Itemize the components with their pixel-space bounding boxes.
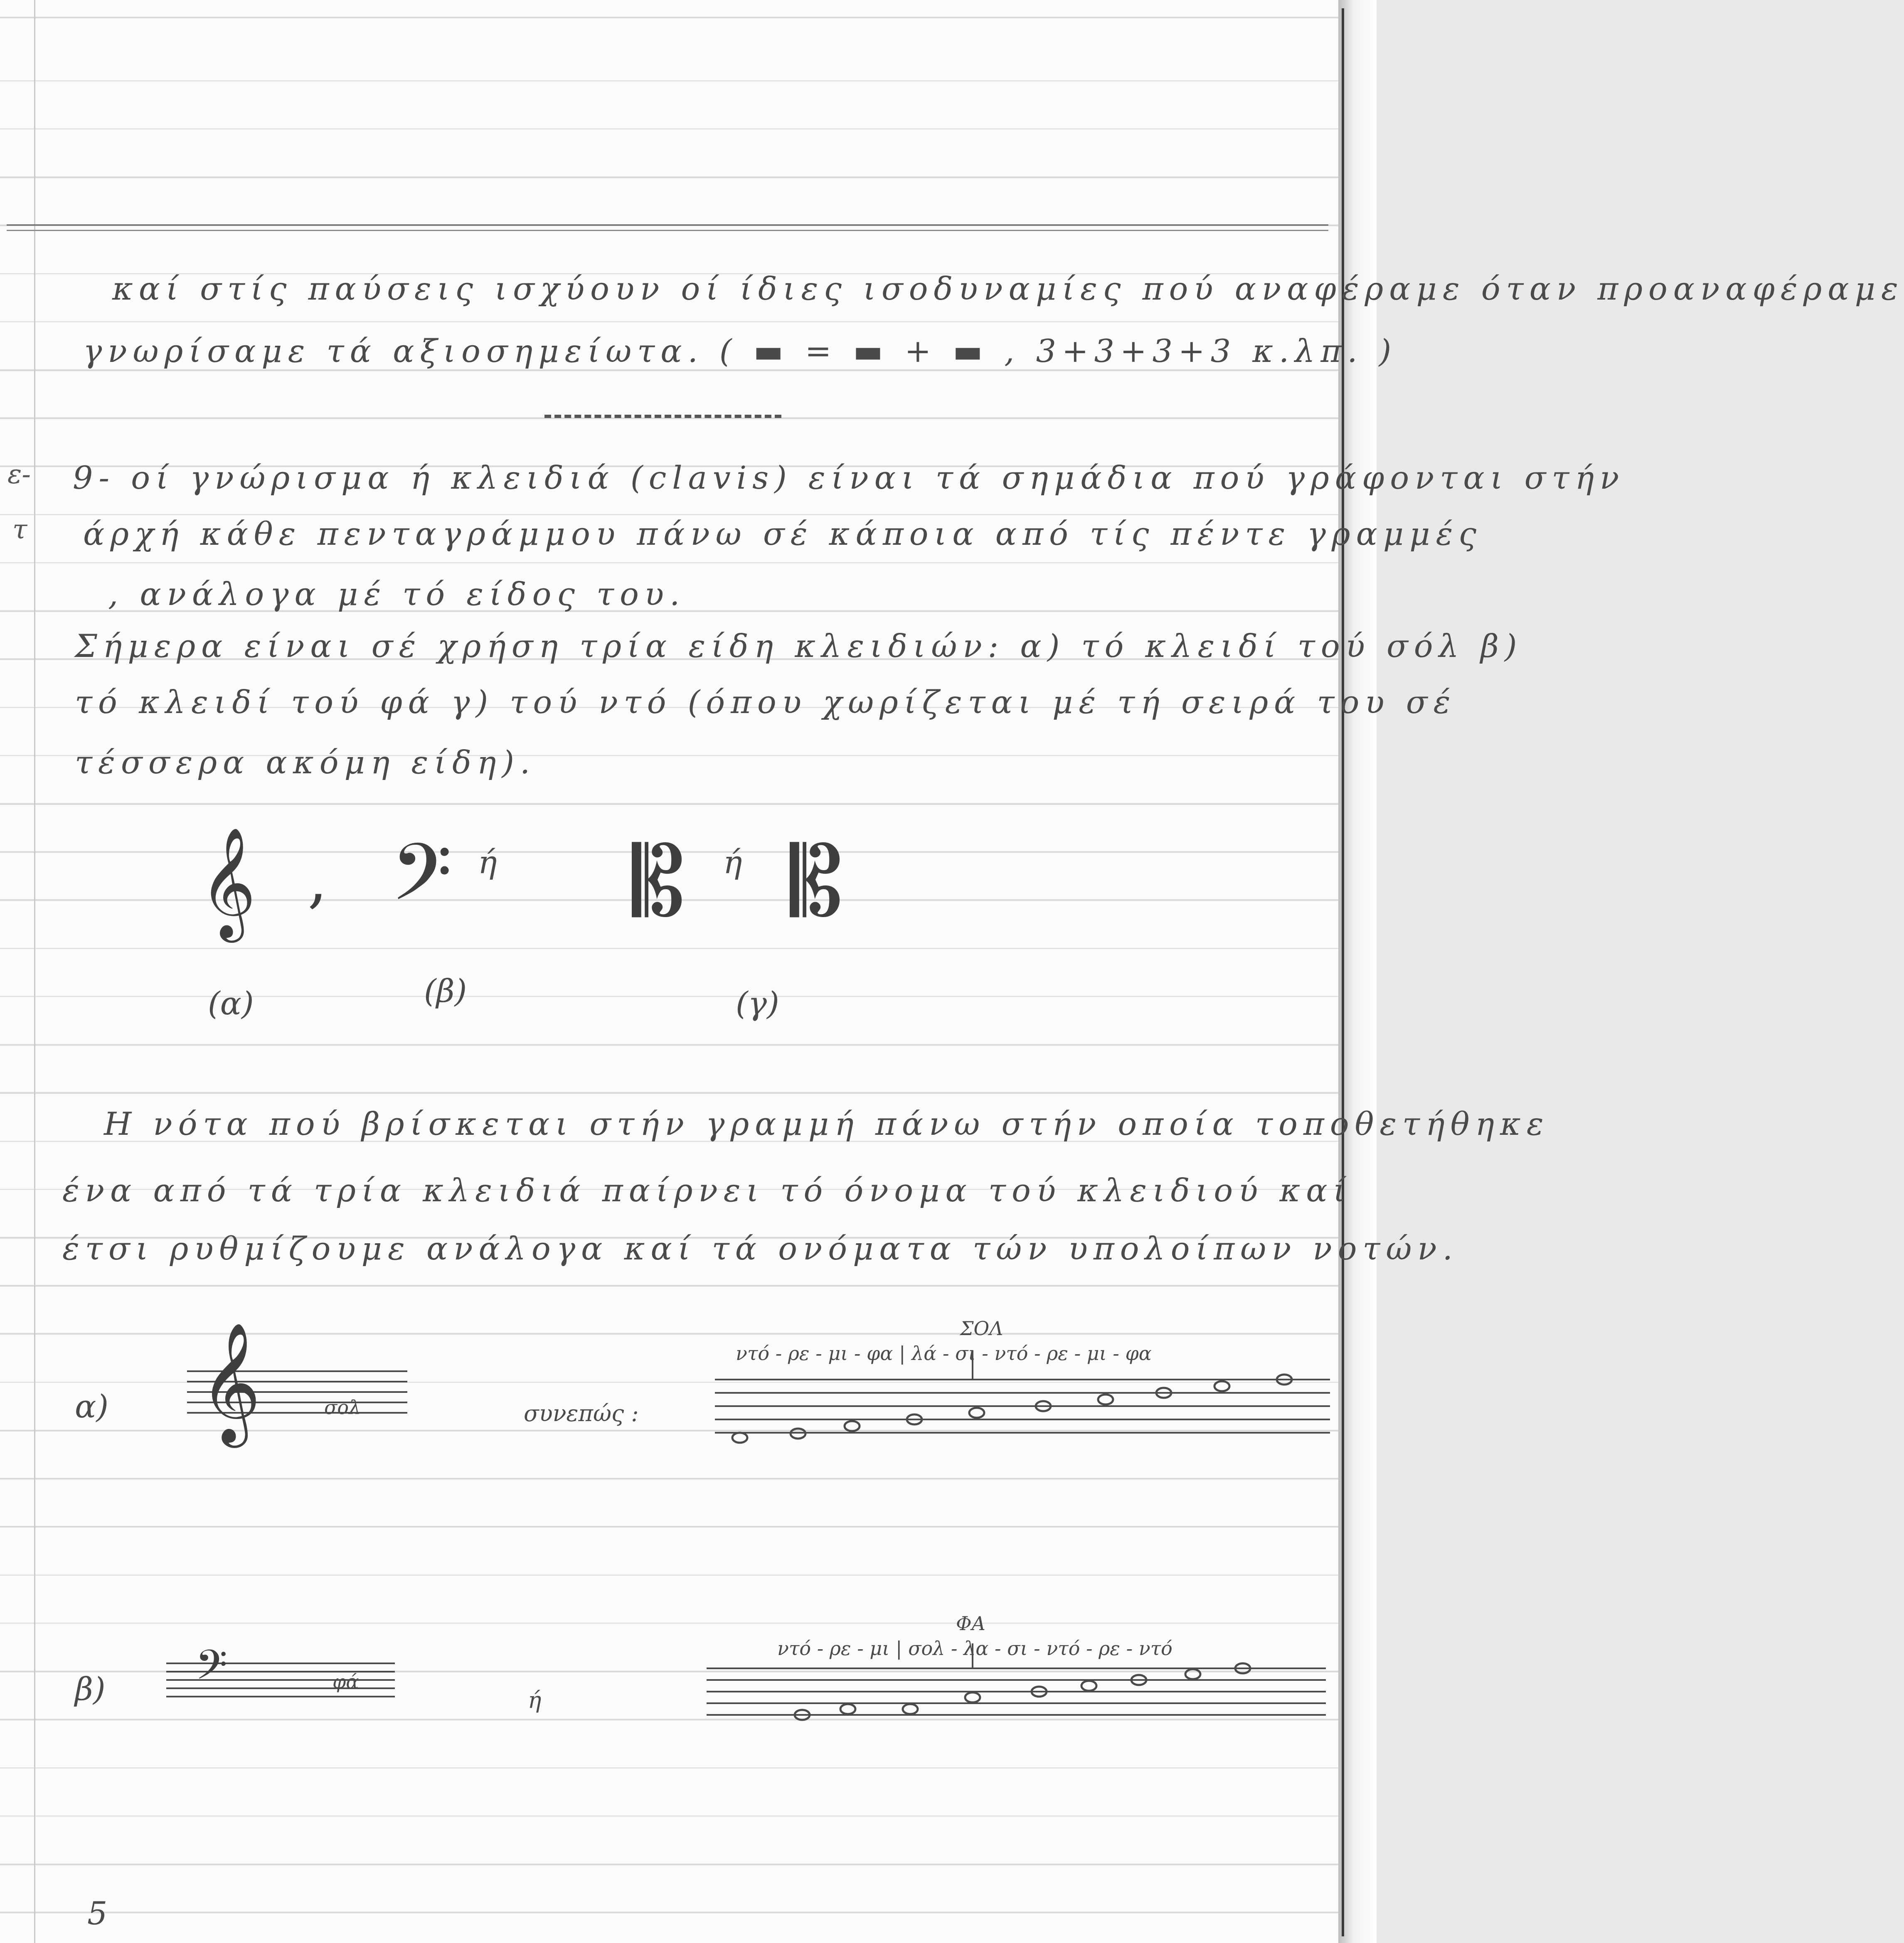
clef-comma-1: , [308,844,328,916]
example-a-note-name: σολ [324,1396,361,1419]
example-a-scale-staff [715,1375,1334,1444]
example-b-bass-clef-icon: 𝄢 [195,1641,228,1699]
paragraph-top-line-1: καί στίς παύσεις ισχύουν οί ίδιες ισοδυναμίες πού αναφέραμε όταν προαναφέραμε [112,270,1904,307]
tenor-clef-icon: 𝄡 [790,827,843,938]
section-9-line-1: 9- οί γνώρισμα ή κλειδιά (clavis) είναι τά σημάδια πού γράφονται στήν [73,459,1625,496]
margin-mark-1: ε- [7,459,31,490]
example-b-connector: ή [528,1687,542,1713]
example-a-connector: συνεπώς : [524,1400,639,1427]
example-a-marker: α) [75,1388,108,1425]
example-b-note-name: φά [333,1670,359,1693]
note-paragraph-line-1: Η νότα πού βρίσκεται στήν γραμμή πάνω στήν οποία τοποθετήθηκε [104,1105,1549,1142]
left-margin-rule [34,0,35,1943]
clef-label-b: (β) [424,972,467,1009]
alto-clef-icon: 𝄡 [632,827,685,938]
clef-label-c: (γ) [736,985,779,1022]
header-rule [7,224,1328,231]
clef-label-a: (α) [208,985,254,1022]
paragraph-top-line-2: γνωρίσαμε τά αξιοσημείωτα. ( ▬ = ▬ + ▬ , 3+3+3+3 κ.λπ. ) [83,332,1397,369]
section-9-line-5: τό κλειδί τού φά γ) τού ντό (όπου χωρίζεται μέ τή σειρά του σέ [75,684,1456,721]
example-b-scale-names: ντό - ρε - μι | σολ - λα - σι - ντό - ρε - ντό [777,1637,1172,1660]
clef-or-1: ή [478,844,497,880]
section-9-line-2: άρχή κάθε πενταγράμμου πάνω σέ κάποια από τίς πέντε γραμμές [83,515,1483,552]
section-9-line-6: τέσσερα ακόμη είδη). [75,744,536,781]
example-a-treble-clef-icon: 𝄞 [200,1321,261,1442]
margin-mark-2: τ [12,514,27,545]
example-a-highlight: ΣΟΛ [960,1317,1003,1340]
note-paragraph-line-3: έτσι ρυθμίζουμε ανάλογα καί τά ονόματα τών υπολοίπων νοτών. [62,1230,1458,1267]
note-paragraph-line-2: ένα από τά τρία κλειδιά παίρνει τό όνομα τού κλειδιού καί [62,1172,1352,1209]
example-b-scale-staff [707,1664,1330,1724]
bass-clef-icon: 𝄢 [391,827,452,938]
example-a-scale-names: ντό - ρε - μι - φα | λά - σι - ντό - ρε - μι - φα [736,1342,1152,1365]
example-b-marker: β) [75,1670,106,1707]
example-b-highlight: ΦΑ [956,1612,985,1635]
section-9-line-3: , ανάλογα μέ τό είδος του. [108,576,686,612]
section-divider [544,415,781,422]
section-9-line-4: Σήμερα είναι σέ χρήση τρία είδη κλειδιών: α) τό κλειδί τού σόλ β) [75,627,1523,664]
treble-clef-icon: 𝄞 [200,827,256,938]
page-number: 5 [87,1895,108,1932]
clef-or-2: ή [723,844,742,880]
